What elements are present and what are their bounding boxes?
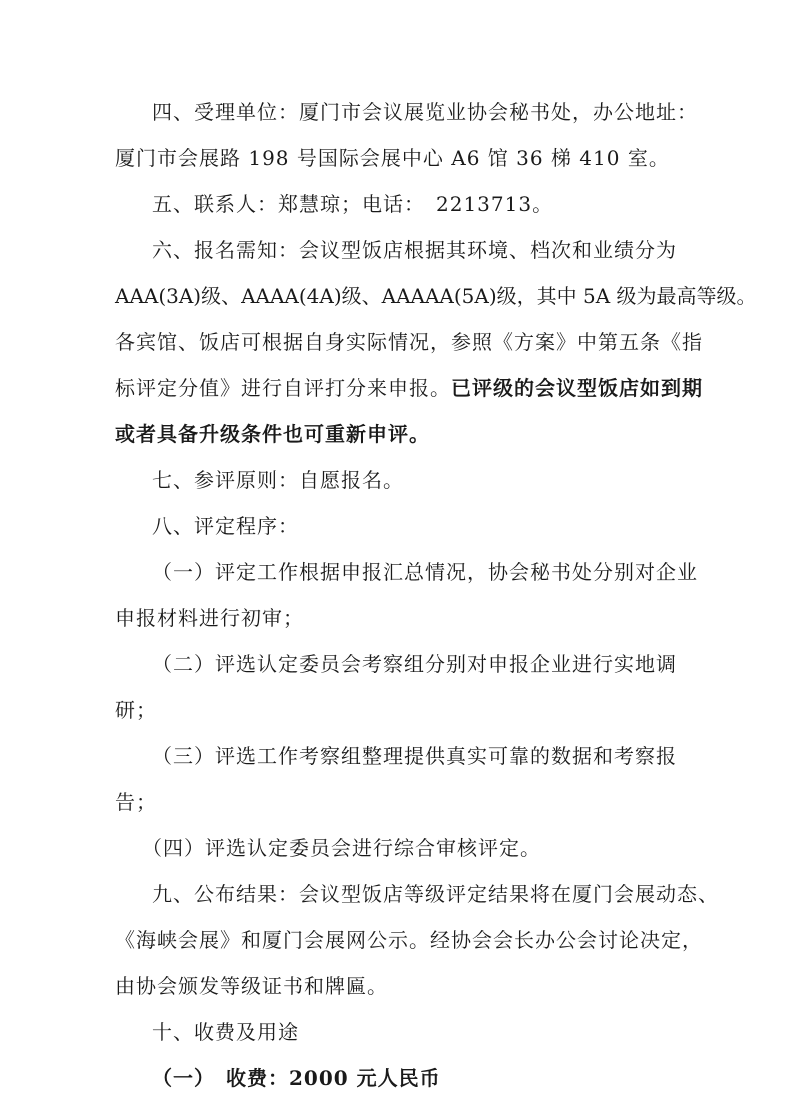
- line-section-10-item-1-fee: （一） 收费：2000 元人民币: [152, 1066, 441, 1090]
- line-section-8-item-3: （三）评选工作考察组整理提供真实可靠的数据和考察报: [152, 744, 677, 768]
- line-section-9-title: 九、公布结果：会议型饭店等级评定结果将在厦门会展动态、: [152, 882, 719, 906]
- line-section-8-item-2: （二）评选认定委员会考察组分别对申报企业进行实地调: [152, 652, 677, 676]
- line-section-8-item-2-cont: 研；: [115, 698, 157, 722]
- line-section-4-address: 厦门市会展路 198 号国际会展中心 A6 馆 36 梯 410 室。: [115, 146, 670, 170]
- line-section-6-renewal-bold-cont: 或者具备升级条件也可重新申评。: [115, 422, 430, 446]
- line-section-9-certificate: 由协会颁发等级证书和牌匾。: [115, 974, 388, 998]
- line-section-8-item-4: （四）评选认定委员会进行综合审核评定。: [142, 836, 541, 860]
- line-section-9-publish: 《海峡会展》和厦门会展网公示。经协会会长办公会讨论决定，: [115, 928, 703, 952]
- line-section-6-self-eval-text: 标评定分值》进行自评打分来申报。: [115, 376, 451, 400]
- line-section-6-levels: AAA(3A)级、AAAA(4A)级、AAAAA(5A)级，其中 5A 级为最高等级。: [115, 284, 757, 308]
- line-section-8-item-1-cont: 申报材料进行初审；: [115, 606, 304, 630]
- line-section-5-contact: 五、联系人：郑慧琼；电话： 2213713。: [152, 192, 554, 216]
- line-section-7: 七、参评原则：自愿报名。: [152, 468, 404, 492]
- line-section-8-item-1: （一）评定工作根据申报汇总情况，协会秘书处分别对企业: [152, 560, 698, 584]
- line-section-6-self-eval: [115, 374, 703, 402]
- line-section-6-scoring: 各宾馆、饭店可根据自身实际情况，参照《方案》中第五条《指: [115, 330, 703, 354]
- line-section-10-title: 十、收费及用途: [152, 1020, 299, 1044]
- line-section-6-title: 六、报名需知：会议型饭店根据其环境、档次和业绩分为: [152, 238, 677, 262]
- line-section-8-title: 八、评定程序：: [152, 514, 299, 538]
- line-section-4-title: 四、受理单位：厦门市会议展览业协会秘书处，办公地址：: [152, 100, 698, 124]
- line-section-6-renewal-bold: 已评级的会议型饭店如到期: [451, 376, 703, 400]
- line-section-8-item-3-cont: 告；: [115, 790, 157, 814]
